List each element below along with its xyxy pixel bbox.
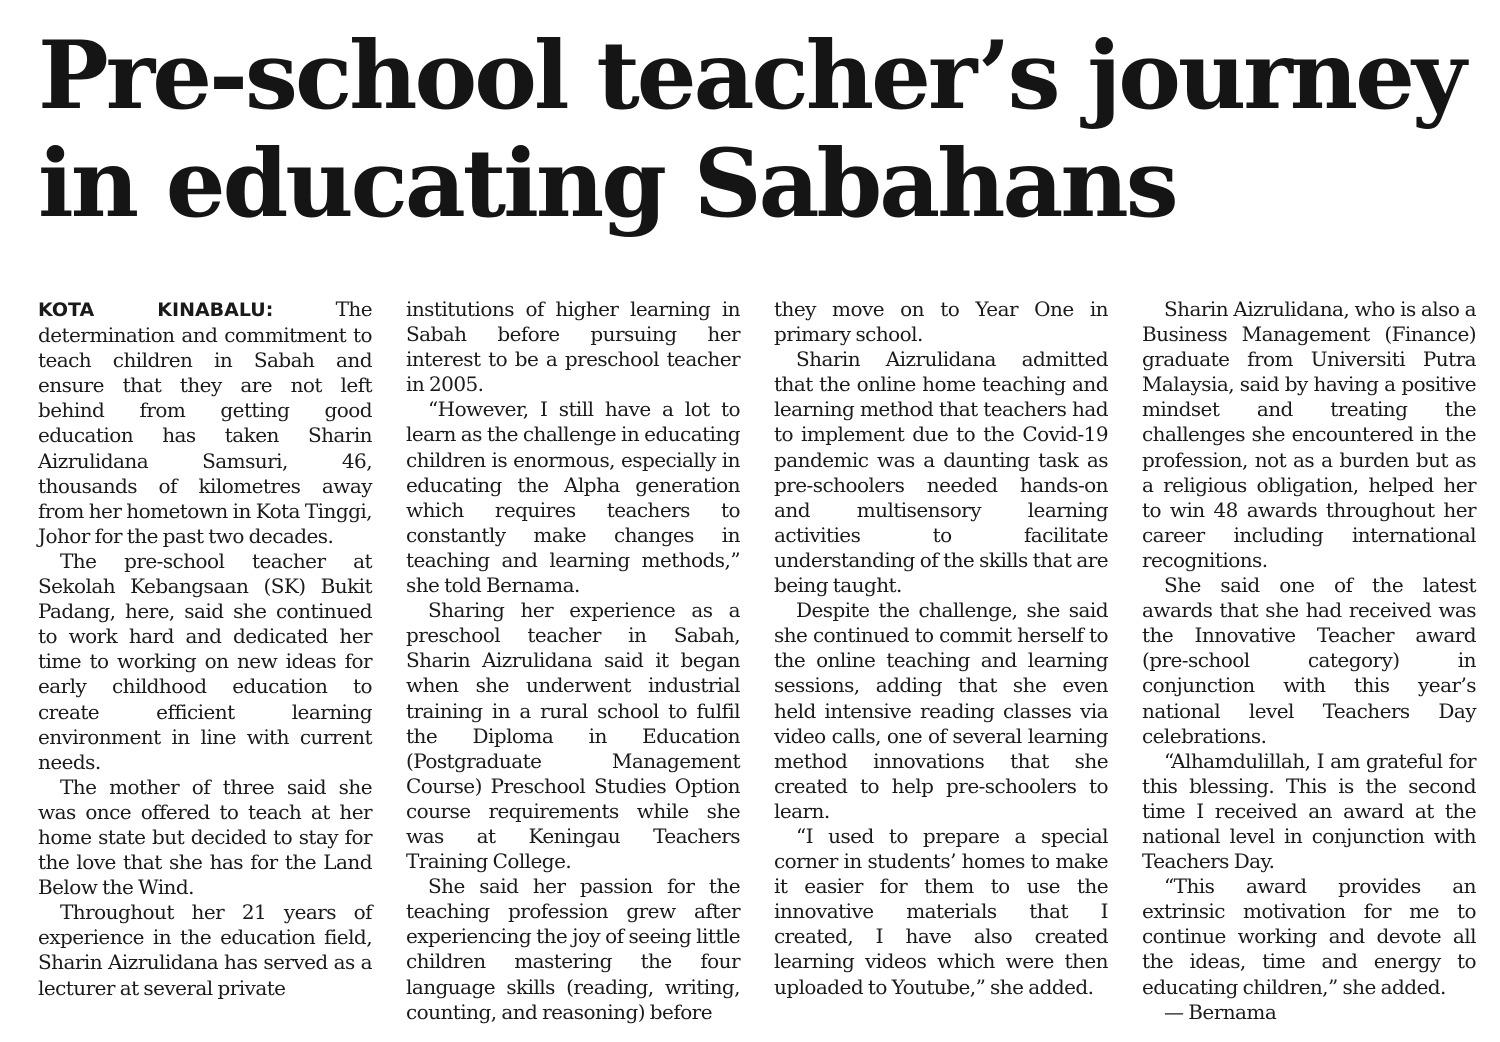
paragraph: “Alhamdulillah, I am grateful for this blessing. This is the second time I received an award at the national level in conjunction with Teachers Day. [1142, 748, 1476, 874]
paragraph: “I used to prepare a special corner in students’ homes to make it easier for them to use the innovative materials that I created, I have also created learning videos which were then uploaded to Youtube,” she added. [774, 823, 1108, 999]
paragraph: The mother of three said she was once offered to teach at her home state but decided to stay for the love that she has for the Land Below the Wind. [38, 774, 372, 900]
column-3 [774, 297, 1108, 1000]
paragraph: Throughout her 21 years of experience in the education field, Sharin Aizrulidana has served as a lecturer at several private [38, 900, 372, 1000]
paragraph: Sharin Aizrulidana admitted that the online home teaching and learning method that teachers had to implement due to the Covid-19 pandemic was a daunting task as pre-schoolers needed hands-on and multisensory learning activities to facilitate understanding of the skills that are being taught. [774, 347, 1108, 598]
paragraph-continued: institutions of higher learning in Sabah before pursuing her interest to be a preschool teacher in 2005. [406, 297, 740, 397]
column-1 [38, 297, 372, 1001]
paragraph: The pre-school teacher at Sekolah Kebangsaan (SK) Bukit Padang, here, said she continued to work hard and dedicated her time to working on new ideas for early childhood education to create efficient learning environment in line with current needs. [38, 548, 372, 774]
paragraph-text: The determination and commitment to teach children in Sabah and ensure that they are not left behind from getting good education has taken Sharin Aizrulidana Samsuri, 46, thousands of kilometres away from her hometown in Kota Tinggi, Johor for the past two decades. [38, 297, 372, 548]
article-body [38, 297, 1478, 1032]
headline [38, 22, 1478, 238]
headline-line-1: Pre-school teacher’s journey [38, 21, 1464, 131]
paragraph-continued: they move on to Year One in primary school. [774, 297, 1108, 347]
paragraph-lead [38, 297, 372, 549]
paragraph: Despite the challenge, she said she continued to commit herself to the online teaching and learning sessions, adding that she even held intensive reading classes via video calls, one of several learning method innovations that she created to help pre-schoolers to learn. [774, 598, 1108, 823]
paragraph: “However, I still have a lot to learn as the challenge in educating children is enormous, especially in educating the Alpha generation which requires teachers to constantly make changes in teaching and learning methods,” she told Bernama. [406, 397, 740, 598]
paragraph: She said one of the latest awards that she had received was the Innovative Teacher award (pre-school category) in conjunction with this year’s national level Teachers Day celebrations. [1142, 573, 1476, 748]
paragraph: Sharin Aizrulidana, who is also a Business Management (Finance) graduate from Universiti Putra Malaysia, said by having a positive mindset and treating the challenges she encountered in the profession, not as a burden but as a religious obligation, helped her to win 48 awards throughout her career including international recognitions. [1142, 297, 1476, 572]
column-4 [1142, 297, 1476, 1025]
paragraph: “This award provides an extrinsic motivation for me to continue working and devote all the ideas, time and energy to educating children,” she added. [1142, 874, 1476, 999]
paragraph: She said her passion for the teaching profession grew after experiencing the joy of seeing little children mastering the four language skills (reading, writing, counting, and reasoning) before [406, 874, 740, 1024]
dateline: KOTA KINABALU: [38, 299, 274, 321]
column-2 [406, 297, 740, 1025]
headline-line-2: in educating Sabahans [38, 129, 1176, 239]
byline: — Bernama [1164, 999, 1277, 1024]
paragraph: Sharing her experience as a preschool teacher in Sabah, Sharin Aizrulidana said it began when she underwent industrial training in a rural school to fulfil the Diploma in Education (Postgraduate Management Course) Preschool Studies Option course requirements while she was at Keningau Teachers Training College. [406, 598, 740, 874]
